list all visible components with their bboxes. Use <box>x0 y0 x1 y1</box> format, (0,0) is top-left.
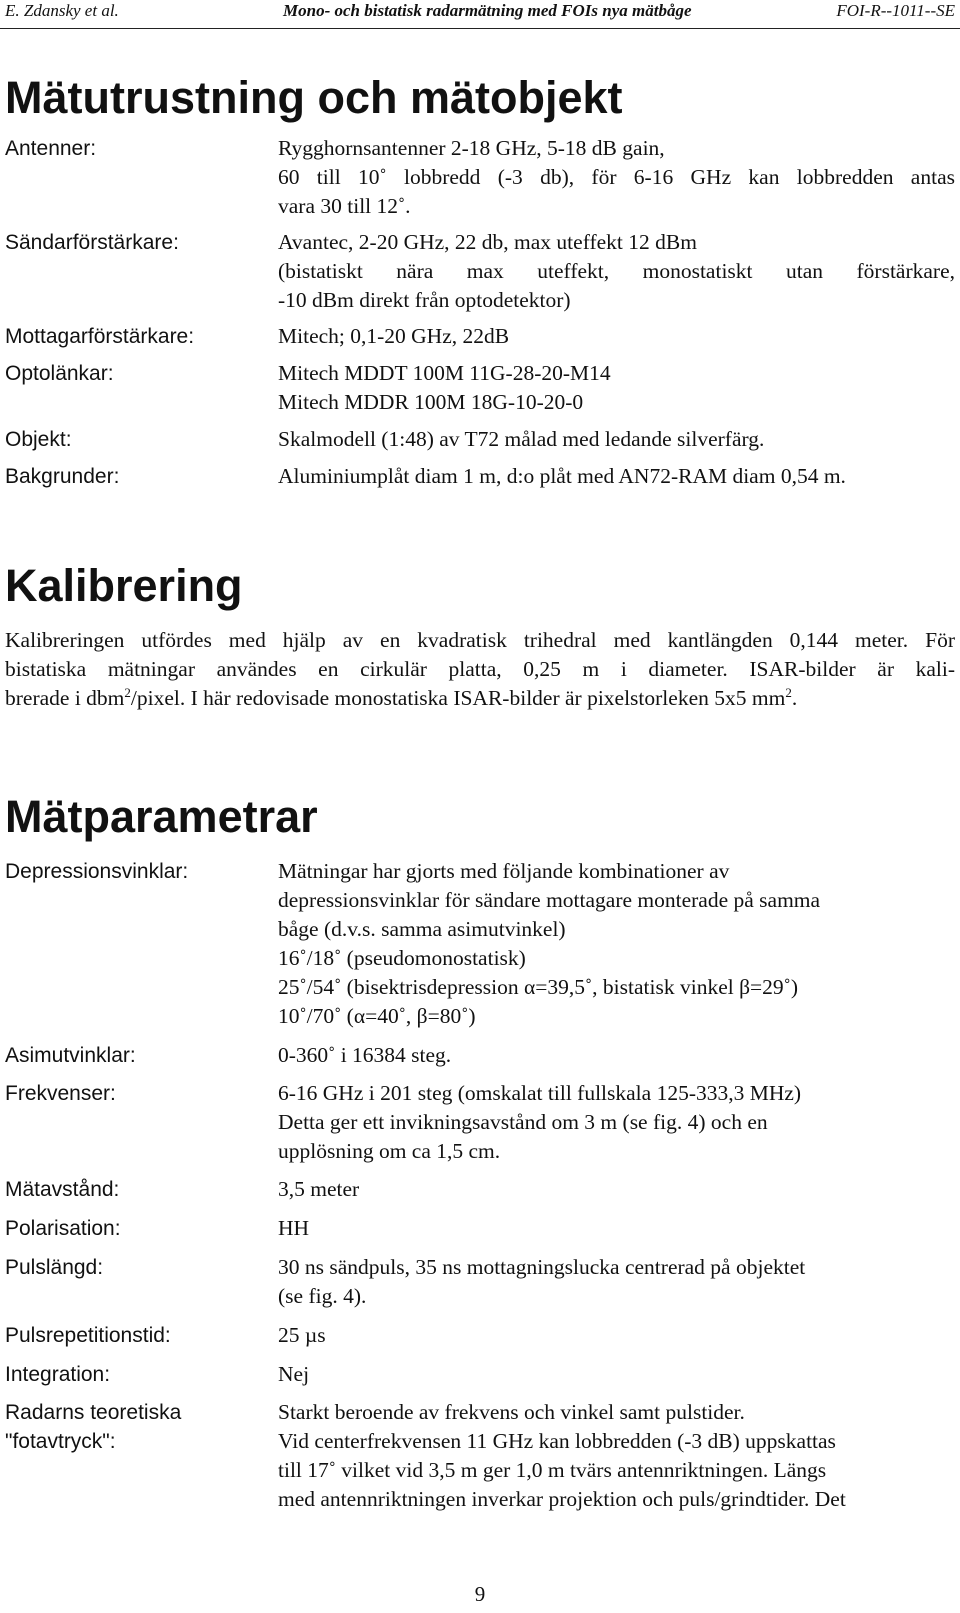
param-value <box>278 1079 955 1166</box>
param-label: Polarisation: <box>5 1217 121 1240</box>
paragraph-line: bistatiska mätningar användes en cirkulär platta, 0,25 m i diameter. ISAR-bilder är kali- <box>5 657 955 681</box>
param-value-line: Starkt beroende av frekvens och vinkel samt pulstider. <box>278 1400 745 1424</box>
param-value <box>278 1321 955 1350</box>
param-label: Pulslängd: <box>5 1256 104 1279</box>
param-value-line: Detta ger ett invikningsavstånd om 3 m (se fig. 4) och en <box>278 1110 768 1134</box>
paragraph-text: brerade i dbm <box>5 686 125 710</box>
section-heading-kalibrering: Kalibrering <box>5 560 243 611</box>
param-value-line: Mätningar har gjorts med följande kombinationer av <box>278 859 730 883</box>
param-label: Mätavstånd: <box>5 1178 120 1201</box>
param-label <box>5 1398 255 1456</box>
param-value-line: 30 ns sändpuls, 35 ns mottagningslucka centrerad på objektet <box>278 1255 806 1279</box>
param-label-line: "fotavtryck": <box>5 1430 116 1453</box>
paragraph-line <box>5 684 955 713</box>
param-value-line: 16˚/18˚ (pseudomonostatisk) <box>278 946 526 970</box>
spec-value <box>278 359 955 417</box>
param-value-line: med antennriktningen inverkar projektion och puls/grindtider. Det <box>278 1487 846 1511</box>
param-value-line: depressionsvinklar för sändare mottagare monterade på samma <box>278 888 821 912</box>
spec-value <box>278 322 955 351</box>
section-heading-matutrustning: Mätutrustning och mätobjekt <box>5 72 623 123</box>
spec-value-line: 60 till 10˚ lobbredd (-3 db), för 6-16 GHz kan lobbredden antas <box>278 165 955 189</box>
param-label: Depressionsvinklar: <box>5 860 189 883</box>
param-value-line: 3,5 meter <box>278 1177 360 1201</box>
spec-label: Sändarförstärkare: <box>5 231 179 254</box>
spec-value <box>278 425 955 454</box>
section-heading-matparametrar: Mätparametrar <box>5 791 318 842</box>
spec-label: Mottagarförstärkare: <box>5 325 195 348</box>
param-value-line: HH <box>278 1216 310 1240</box>
spec-value-line: Rygghornsantenner 2-18 GHz, 5-18 dB gain, <box>278 136 665 160</box>
header-divider <box>0 28 960 29</box>
param-value-line: 6-16 GHz i 201 steg (omskalat till fullskala 125-333,3 MHz) <box>278 1081 802 1105</box>
param-value <box>278 1041 955 1070</box>
spec-value-line: Avantec, 2-20 GHz, 22 db, max uteffekt 12 dBm <box>278 230 697 254</box>
paragraph-line: Kalibreringen utfördes med hjälp av en kvadratisk trihedral med kantlängden 0,144 meter. För <box>5 628 955 652</box>
header-report-id: FOI-R--1011--SE <box>836 1 955 20</box>
spec-value-line: -10 dBm direkt från optodetektor) <box>278 288 571 312</box>
param-value <box>278 1398 955 1514</box>
spec-value-line: Skalmodell (1:48) av T72 målad med ledande silverfärg. <box>278 427 765 451</box>
param-value <box>278 1175 955 1204</box>
spec-value-line: Mitech; 0,1-20 GHz, 22dB <box>278 324 510 348</box>
page-number: 9 <box>474 1582 486 1606</box>
spec-value <box>278 228 955 315</box>
param-value <box>278 1360 955 1389</box>
spec-value-line: vara 30 till 12˚. <box>278 194 411 218</box>
param-value-line: upplösning om ca 1,5 cm. <box>278 1139 501 1163</box>
spec-value <box>278 134 955 221</box>
param-value-line: 25˚/54˚ (bisektrisdepression α=39,5˚, bistatisk vinkel β=29˚) <box>278 975 798 999</box>
param-value-line: 10˚/70˚ (α=40˚, β=80˚) <box>278 1004 476 1028</box>
spec-label: Antenner: <box>5 137 97 160</box>
param-label: Frekvenser: <box>5 1082 116 1105</box>
paragraph-text: . <box>791 686 798 710</box>
param-value-line: 0-360˚ i 16384 steg. <box>278 1043 452 1067</box>
superscript: 2 <box>785 685 792 700</box>
header-title: Mono- och bistatisk radarmätning med FOIs nya mätbåge <box>283 1 692 20</box>
spec-value-line: Mitech MDDT 100M 11G-28-20-M14 <box>278 361 611 385</box>
param-value <box>278 1214 955 1243</box>
param-value <box>278 1253 955 1311</box>
page-header <box>0 0 960 28</box>
param-value-line: 25 µs <box>278 1323 326 1347</box>
spec-value <box>278 462 955 491</box>
param-label: Pulsrepetitionstid: <box>5 1324 171 1347</box>
param-value <box>278 857 955 1031</box>
param-value-line: Nej <box>278 1362 310 1386</box>
param-value-line: till 17˚ vilket vid 3,5 m ger 1,0 m tvärs antennriktningen. Längs <box>278 1458 827 1482</box>
param-label-line: Radarns teoretiska <box>5 1401 182 1424</box>
spec-label: Objekt: <box>5 428 72 451</box>
spec-value-line: Mitech MDDR 100M 18G-10-20-0 <box>278 390 584 414</box>
param-label: Integration: <box>5 1363 111 1386</box>
paragraph-text: /pixel. I här redovisade monostatiska ISAR-bilder är pixelstorleken 5x5 mm <box>130 686 786 710</box>
kalibrering-paragraph <box>5 626 955 713</box>
param-value-line: Vid centerfrekvensen 11 GHz kan lobbredden (-3 dB) uppskattas <box>278 1429 836 1453</box>
param-label: Asimutvinklar: <box>5 1044 136 1067</box>
spec-label: Optolänkar: <box>5 362 114 385</box>
spec-value-line: (bistatiskt nära max uteffekt, monostatiskt utan förstärkare, <box>278 259 955 283</box>
superscript: 2 <box>124 685 131 700</box>
param-value-line: (se fig. 4). <box>278 1284 367 1308</box>
header-author: E. Zdansky et al. <box>5 1 119 20</box>
spec-label: Bakgrunder: <box>5 465 120 488</box>
spec-value-line: Aluminiumplåt diam 1 m, d:o plåt med AN72-RAM diam 0,54 m. <box>278 464 846 488</box>
param-value-line: båge (d.v.s. samma asimutvinkel) <box>278 917 566 941</box>
